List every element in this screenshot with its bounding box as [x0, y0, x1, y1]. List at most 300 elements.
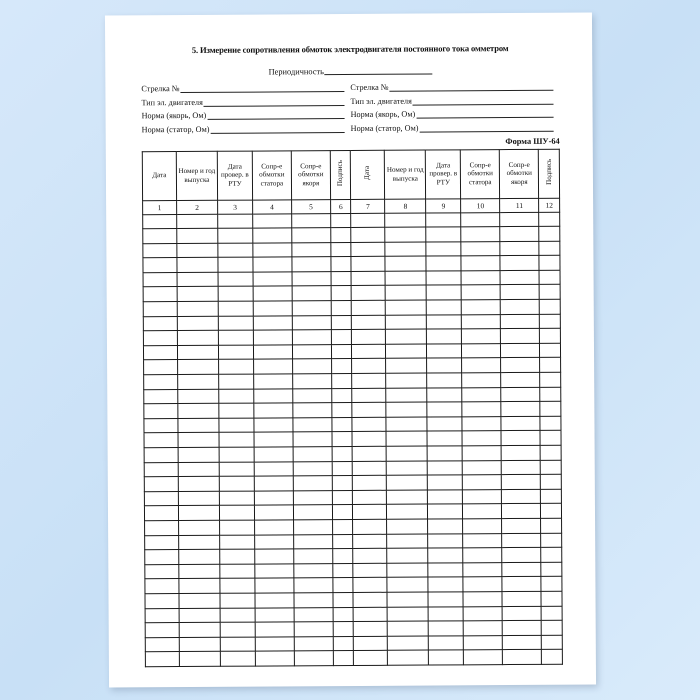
table-cell[interactable] — [219, 491, 254, 506]
table-cell[interactable] — [463, 606, 502, 621]
table-cell[interactable] — [502, 475, 541, 490]
table-cell[interactable] — [293, 374, 332, 389]
table-cell[interactable] — [426, 227, 461, 242]
table-row[interactable] — [145, 650, 562, 667]
table-cell[interactable] — [178, 447, 219, 462]
table-cell[interactable] — [177, 272, 218, 287]
table-cell[interactable] — [254, 418, 293, 433]
table-cell[interactable] — [293, 388, 332, 403]
table-cell[interactable] — [178, 404, 219, 419]
table-cell[interactable] — [179, 652, 220, 667]
table-cell[interactable] — [353, 461, 387, 476]
table-cell[interactable] — [461, 285, 500, 300]
table-cell[interactable] — [293, 461, 332, 476]
table-cell[interactable] — [464, 635, 503, 650]
table-cell[interactable] — [331, 257, 352, 272]
table-cell[interactable] — [177, 301, 218, 316]
table-cell[interactable] — [353, 505, 387, 520]
table-cell[interactable] — [219, 374, 254, 389]
table-cell[interactable] — [539, 241, 560, 256]
table-cell[interactable] — [220, 520, 255, 535]
table-cell[interactable] — [353, 592, 387, 607]
table-cell[interactable] — [331, 359, 352, 374]
table-cell[interactable] — [220, 593, 255, 608]
table-cell[interactable] — [218, 243, 253, 258]
table-cell[interactable] — [462, 431, 501, 446]
table-cell[interactable] — [333, 534, 354, 549]
table-cell[interactable] — [332, 461, 353, 476]
table-cell[interactable] — [427, 358, 462, 373]
table-cell[interactable] — [255, 637, 294, 652]
table-cell[interactable] — [353, 490, 387, 505]
table-cell[interactable] — [427, 300, 462, 315]
table-cell[interactable] — [502, 562, 541, 577]
table-cell[interactable] — [352, 300, 386, 315]
table-cell[interactable] — [386, 358, 427, 373]
table-cell[interactable] — [387, 563, 428, 578]
table-cell[interactable] — [218, 287, 253, 302]
table-cell[interactable] — [463, 562, 502, 577]
table-cell[interactable] — [144, 375, 178, 390]
table-cell[interactable] — [351, 242, 385, 257]
table-cell[interactable] — [143, 345, 177, 360]
table-cell[interactable] — [540, 431, 561, 446]
table-cell[interactable] — [352, 388, 386, 403]
table-cell[interactable] — [333, 636, 354, 651]
table-cell[interactable] — [143, 214, 177, 229]
table-cell[interactable] — [143, 331, 177, 346]
table-cell[interactable] — [179, 608, 220, 623]
table-cell[interactable] — [333, 607, 354, 622]
table-cell[interactable] — [179, 622, 220, 637]
table-cell[interactable] — [351, 213, 385, 228]
table-cell[interactable] — [144, 433, 178, 448]
table-cell[interactable] — [253, 213, 292, 228]
table-cell[interactable] — [386, 300, 427, 315]
table-cell[interactable] — [387, 548, 428, 563]
table-cell[interactable] — [540, 401, 561, 416]
table-cell[interactable] — [502, 547, 541, 562]
table-cell[interactable] — [331, 242, 352, 257]
table-cell[interactable] — [332, 432, 353, 447]
table-cell[interactable] — [500, 212, 539, 227]
table-cell[interactable] — [500, 285, 539, 300]
table-cell[interactable] — [292, 315, 331, 330]
table-cell[interactable] — [426, 242, 461, 257]
table-cell[interactable] — [145, 608, 179, 623]
table-cell[interactable] — [144, 506, 178, 521]
table-cell[interactable] — [179, 637, 220, 652]
table-cell[interactable] — [428, 490, 463, 505]
table-cell[interactable] — [255, 578, 294, 593]
table-cell[interactable] — [255, 564, 294, 579]
table-cell[interactable] — [255, 593, 294, 608]
table-cell[interactable] — [331, 301, 352, 316]
table-cell[interactable] — [294, 593, 333, 608]
table-cell[interactable] — [461, 241, 500, 256]
table-cell[interactable] — [428, 606, 463, 621]
table-cell[interactable] — [502, 606, 541, 621]
table-cell[interactable] — [501, 358, 540, 373]
table-cell[interactable] — [293, 520, 332, 535]
table-cell[interactable] — [293, 476, 332, 491]
table-cell[interactable] — [501, 431, 540, 446]
table-cell[interactable] — [427, 329, 462, 344]
table-cell[interactable] — [254, 388, 293, 403]
table-cell[interactable] — [254, 403, 293, 418]
table-cell[interactable] — [294, 549, 333, 564]
table-cell[interactable] — [462, 358, 501, 373]
table-cell[interactable] — [143, 302, 177, 317]
table-cell[interactable] — [332, 403, 353, 418]
table-cell[interactable] — [145, 593, 179, 608]
table-cell[interactable] — [353, 563, 387, 578]
table-cell[interactable] — [385, 286, 426, 301]
table-cell[interactable] — [502, 533, 541, 548]
table-cell[interactable] — [539, 270, 560, 285]
table-cell[interactable] — [292, 359, 331, 374]
table-cell[interactable] — [386, 344, 427, 359]
table-cell[interactable] — [501, 299, 540, 314]
table-cell[interactable] — [386, 417, 427, 432]
table-cell[interactable] — [254, 491, 293, 506]
table-cell[interactable] — [220, 608, 255, 623]
table-cell[interactable] — [387, 577, 428, 592]
table-cell[interactable] — [332, 446, 353, 461]
table-cell[interactable] — [177, 287, 218, 302]
table-cell[interactable] — [501, 372, 540, 387]
table-cell[interactable] — [179, 549, 220, 564]
table-cell[interactable] — [462, 373, 501, 388]
table-cell[interactable] — [293, 432, 332, 447]
table-cell[interactable] — [352, 315, 386, 330]
table-cell[interactable] — [353, 578, 387, 593]
table-cell[interactable] — [255, 534, 294, 549]
table-cell[interactable] — [501, 445, 540, 460]
table-cell[interactable] — [386, 315, 427, 330]
table-cell[interactable] — [354, 636, 388, 651]
table-cell[interactable] — [386, 402, 427, 417]
table-cell[interactable] — [292, 228, 331, 243]
table-cell[interactable] — [178, 462, 219, 477]
table-cell[interactable] — [333, 549, 354, 564]
table-cell[interactable] — [293, 417, 332, 432]
table-cell[interactable] — [353, 548, 387, 563]
table-cell[interactable] — [351, 257, 385, 272]
table-cell[interactable] — [502, 620, 541, 635]
table-cell[interactable] — [428, 548, 463, 563]
table-cell[interactable] — [253, 359, 292, 374]
table-cell[interactable] — [351, 227, 385, 242]
table-cell[interactable] — [462, 300, 501, 315]
table-cell[interactable] — [294, 651, 333, 666]
table-cell[interactable] — [143, 229, 177, 244]
table-cell[interactable] — [463, 577, 502, 592]
table-cell[interactable] — [220, 637, 255, 652]
table-cell[interactable] — [541, 562, 562, 577]
table-cell[interactable] — [332, 417, 353, 432]
table-cell[interactable] — [462, 314, 501, 329]
table-cell[interactable] — [539, 226, 560, 241]
table-cell[interactable] — [501, 329, 540, 344]
table-cell[interactable] — [220, 578, 255, 593]
table-cell[interactable] — [333, 592, 354, 607]
table-cell[interactable] — [540, 445, 561, 460]
table-cell[interactable] — [179, 593, 220, 608]
table-cell[interactable] — [462, 343, 501, 358]
table-cell[interactable] — [331, 286, 352, 301]
table-cell[interactable] — [428, 592, 463, 607]
table-cell[interactable] — [428, 577, 463, 592]
table-cell[interactable] — [178, 374, 219, 389]
table-cell[interactable] — [255, 607, 294, 622]
table-cell[interactable] — [143, 243, 177, 258]
table-cell[interactable] — [219, 432, 254, 447]
table-cell[interactable] — [332, 476, 353, 491]
table-cell[interactable] — [426, 212, 461, 227]
table-cell[interactable] — [179, 579, 220, 594]
table-cell[interactable] — [386, 373, 427, 388]
table-cell[interactable] — [143, 316, 177, 331]
table-cell[interactable] — [428, 563, 463, 578]
table-cell[interactable] — [541, 474, 562, 489]
table-cell[interactable] — [145, 550, 179, 565]
table-cell[interactable] — [293, 490, 332, 505]
table-cell[interactable] — [500, 256, 539, 271]
table-cell[interactable] — [145, 521, 179, 536]
table-cell[interactable] — [463, 475, 502, 490]
table-cell[interactable] — [539, 256, 560, 271]
table-cell[interactable] — [331, 330, 352, 345]
table-cell[interactable] — [255, 651, 294, 666]
table-cell[interactable] — [254, 505, 293, 520]
table-cell[interactable] — [253, 257, 292, 272]
table-cell[interactable] — [387, 504, 428, 519]
table-cell[interactable] — [143, 258, 177, 273]
table-cell[interactable] — [388, 636, 429, 651]
table-cell[interactable] — [144, 462, 178, 477]
table-cell[interactable] — [144, 491, 178, 506]
table-cell[interactable] — [220, 535, 255, 550]
table-cell[interactable] — [502, 504, 541, 519]
table-cell[interactable] — [220, 564, 255, 579]
table-cell[interactable] — [294, 534, 333, 549]
table-cell[interactable] — [219, 403, 254, 418]
table-cell[interactable] — [354, 651, 388, 666]
table-cell[interactable] — [501, 343, 540, 358]
table-cell[interactable] — [427, 446, 462, 461]
table-cell[interactable] — [385, 242, 426, 257]
table-cell[interactable] — [220, 622, 255, 637]
table-cell[interactable] — [462, 416, 501, 431]
table-cell[interactable] — [352, 344, 386, 359]
table-cell[interactable] — [500, 226, 539, 241]
table-cell[interactable] — [541, 620, 562, 635]
table-cell[interactable] — [143, 287, 177, 302]
table-cell[interactable] — [178, 520, 219, 535]
table-cell[interactable] — [463, 533, 502, 548]
table-cell[interactable] — [294, 607, 333, 622]
table-cell[interactable] — [541, 504, 562, 519]
table-cell[interactable] — [254, 447, 293, 462]
table-cell[interactable] — [387, 621, 428, 636]
table-cell[interactable] — [500, 241, 539, 256]
table-cell[interactable] — [292, 271, 331, 286]
table-cell[interactable] — [461, 270, 500, 285]
table-cell[interactable] — [385, 256, 426, 271]
table-cell[interactable] — [178, 418, 219, 433]
table-cell[interactable] — [463, 519, 502, 534]
table-cell[interactable] — [352, 359, 386, 374]
table-cell[interactable] — [427, 431, 462, 446]
table-cell[interactable] — [253, 228, 292, 243]
table-cell[interactable] — [254, 461, 293, 476]
table-cell[interactable] — [218, 214, 253, 229]
table-cell[interactable] — [292, 301, 331, 316]
table-cell[interactable] — [218, 228, 253, 243]
table-cell[interactable] — [219, 505, 254, 520]
table-cell[interactable] — [253, 301, 292, 316]
table-cell[interactable] — [501, 314, 540, 329]
table-cell[interactable] — [294, 636, 333, 651]
table-cell[interactable] — [331, 344, 352, 359]
table-cell[interactable] — [386, 388, 427, 403]
table-cell[interactable] — [145, 579, 179, 594]
table-cell[interactable] — [253, 272, 292, 287]
table-cell[interactable] — [177, 360, 218, 375]
table-cell[interactable] — [502, 577, 541, 592]
table-cell[interactable] — [540, 416, 561, 431]
table-cell[interactable] — [429, 621, 464, 636]
table-cell[interactable] — [352, 373, 386, 388]
table-cell[interactable] — [177, 243, 218, 258]
table-cell[interactable] — [178, 433, 219, 448]
table-cell[interactable] — [502, 460, 541, 475]
table-cell[interactable] — [144, 477, 178, 492]
table-cell[interactable] — [331, 315, 352, 330]
table-cell[interactable] — [540, 328, 561, 343]
table-cell[interactable] — [294, 563, 333, 578]
table-cell[interactable] — [219, 389, 254, 404]
table-cell[interactable] — [387, 519, 428, 534]
table-cell[interactable] — [502, 518, 541, 533]
table-cell[interactable] — [426, 256, 461, 271]
table-cell[interactable] — [254, 476, 293, 491]
table-cell[interactable] — [386, 329, 427, 344]
table-cell[interactable] — [353, 446, 387, 461]
table-cell[interactable] — [540, 343, 561, 358]
table-cell[interactable] — [462, 329, 501, 344]
table-cell[interactable] — [501, 416, 540, 431]
table-cell[interactable] — [386, 431, 427, 446]
table-cell[interactable] — [292, 286, 331, 301]
table-cell[interactable] — [218, 301, 253, 316]
table-cell[interactable] — [292, 242, 331, 257]
table-cell[interactable] — [254, 374, 293, 389]
table-cell[interactable] — [353, 519, 387, 534]
table-cell[interactable] — [462, 387, 501, 402]
table-cell[interactable] — [427, 402, 462, 417]
table-cell[interactable] — [218, 272, 253, 287]
table-cell[interactable] — [178, 476, 219, 491]
table-cell[interactable] — [354, 621, 388, 636]
table-cell[interactable] — [218, 316, 253, 331]
table-cell[interactable] — [427, 314, 462, 329]
table-cell[interactable] — [293, 447, 332, 462]
table-cell[interactable] — [253, 286, 292, 301]
table-cell[interactable] — [253, 316, 292, 331]
table-cell[interactable] — [179, 564, 220, 579]
table-cell[interactable] — [254, 432, 293, 447]
table-cell[interactable] — [461, 212, 500, 227]
table-cell[interactable] — [541, 606, 562, 621]
table-cell[interactable] — [177, 316, 218, 331]
table-cell[interactable] — [539, 285, 560, 300]
table-cell[interactable] — [428, 533, 463, 548]
table-cell[interactable] — [331, 271, 352, 286]
table-cell[interactable] — [294, 578, 333, 593]
table-cell[interactable] — [253, 330, 292, 345]
table-cell[interactable] — [354, 607, 388, 622]
table-cell[interactable] — [331, 228, 352, 243]
table-cell[interactable] — [540, 372, 561, 387]
table-cell[interactable] — [293, 505, 332, 520]
table-cell[interactable] — [220, 651, 255, 666]
table-cell[interactable] — [352, 417, 386, 432]
table-cell[interactable] — [333, 651, 354, 666]
table-cell[interactable] — [292, 330, 331, 345]
table-cell[interactable] — [541, 489, 562, 504]
table-cell[interactable] — [353, 534, 387, 549]
table-cell[interactable] — [428, 519, 463, 534]
table-cell[interactable] — [179, 535, 220, 550]
table-cell[interactable] — [144, 360, 178, 375]
table-cell[interactable] — [145, 623, 179, 638]
table-cell[interactable] — [218, 257, 253, 272]
table-cell[interactable] — [351, 271, 385, 286]
table-cell[interactable] — [462, 402, 501, 417]
table-cell[interactable] — [464, 650, 503, 665]
table-cell[interactable] — [461, 227, 500, 242]
table-cell[interactable] — [387, 475, 428, 490]
table-cell[interactable] — [501, 387, 540, 402]
table-cell[interactable] — [462, 460, 501, 475]
table-cell[interactable] — [178, 491, 219, 506]
table-cell[interactable] — [144, 418, 178, 433]
table-cell[interactable] — [293, 403, 332, 418]
table-cell[interactable] — [219, 462, 254, 477]
table-cell[interactable] — [500, 270, 539, 285]
table-cell[interactable] — [332, 505, 353, 520]
table-cell[interactable] — [540, 314, 561, 329]
table-cell[interactable] — [462, 446, 501, 461]
table-cell[interactable] — [427, 285, 462, 300]
table-cell[interactable] — [541, 577, 562, 592]
table-cell[interactable] — [427, 373, 462, 388]
table-cell[interactable] — [352, 432, 386, 447]
table-cell[interactable] — [218, 330, 253, 345]
table-cell[interactable] — [539, 212, 560, 227]
table-cell[interactable] — [427, 344, 462, 359]
table-cell[interactable] — [385, 271, 426, 286]
table-cell[interactable] — [387, 534, 428, 549]
table-cell[interactable] — [540, 387, 561, 402]
table-cell[interactable] — [541, 518, 562, 533]
table-cell[interactable] — [463, 621, 502, 636]
table-cell[interactable] — [386, 446, 427, 461]
table-cell[interactable] — [388, 650, 429, 665]
table-cell[interactable] — [144, 389, 178, 404]
